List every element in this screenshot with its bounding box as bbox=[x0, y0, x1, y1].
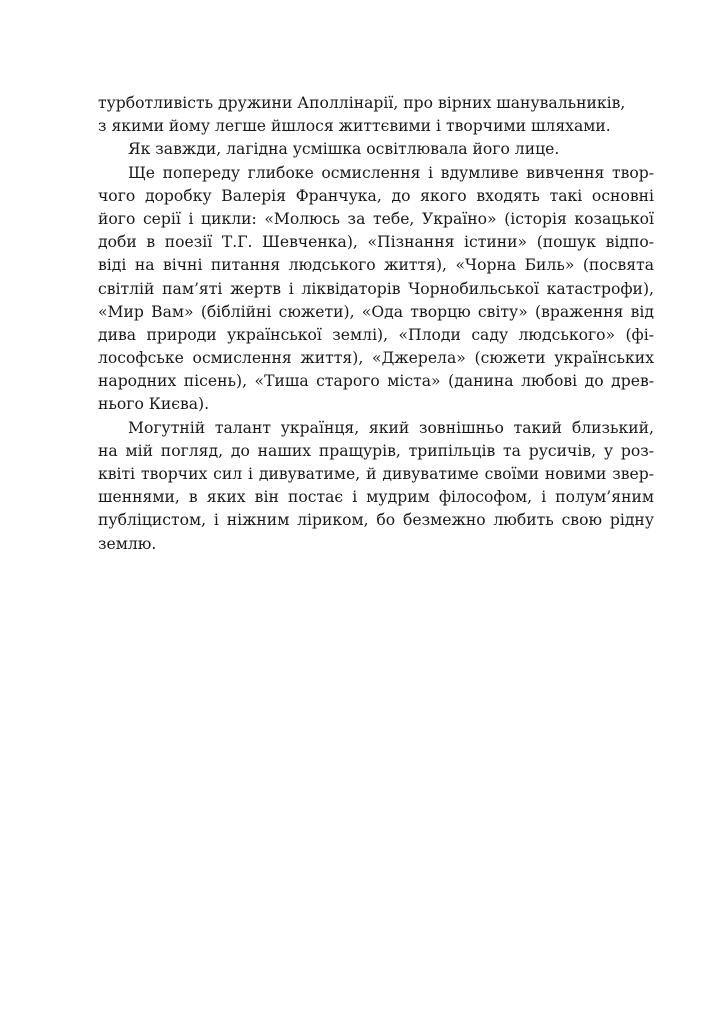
text-line: чого доробку Валерія Франчука, до якого входять такі основні bbox=[98, 186, 654, 205]
paragraph-start-line: Як завжди, лагідна усмішка освітлювала його лице. bbox=[128, 140, 560, 159]
text-line: народних пісень), «Тиша старого міста» (данина любові до древ- bbox=[98, 372, 654, 391]
paragraph-end-line: нього Києва). bbox=[98, 395, 210, 414]
text-line: з якими йому легше йшлося життєвими і творчими шляхами. bbox=[98, 117, 611, 136]
text-line: світлій пам’яті жертв і ліквідаторів Чорнобильської катастрофи), bbox=[98, 279, 654, 298]
paragraph-end-line: землю. bbox=[98, 534, 157, 553]
text-line: публіцистом, і ніжним ліриком, бо безмежно любить свою рідну bbox=[98, 511, 654, 530]
text-line: віді на вічні питання людського життя), «Чорна Биль» (посвята bbox=[98, 256, 654, 275]
text-line: квіті творчих сил і дивуватиме, й дивуватиме своїми новими звер- bbox=[98, 465, 654, 483]
text-line: доби в поезії Т.Г. Шевченка), «Пізнання істини» (пошук відпо- bbox=[98, 233, 654, 252]
paragraph-start-line: Ще попереду глибоке осмислення і вдумливе вивчення твор- bbox=[128, 163, 654, 182]
text-line: на мій погляд, до наших пращурів, трипільців та русичів, у роз- bbox=[98, 441, 654, 460]
text-line: лософське осмислення життя), «Джерела» (сюжети українських bbox=[98, 349, 654, 368]
text-line: дива природи української землі), «Плоди саду людського» (фі- bbox=[98, 325, 654, 344]
text-line: шеннями, в яких він постає і мудрим філософом, і полум’яним bbox=[98, 488, 654, 507]
text-line: турботливість дружини Аполлінарії, про вірних шанувальників, bbox=[98, 94, 626, 112]
text-line: «Мир Вам» (біблійні сюжети), «Ода творцю світу» (враження від bbox=[98, 302, 654, 321]
text-line: його серії і цикли: «Молюсь за тебе, Україно» (історія козацької bbox=[98, 209, 654, 228]
paragraph-start-line: Могутній талант українця, який зовнішньо такий близький, bbox=[128, 418, 654, 437]
document-page bbox=[98, 92, 654, 556]
